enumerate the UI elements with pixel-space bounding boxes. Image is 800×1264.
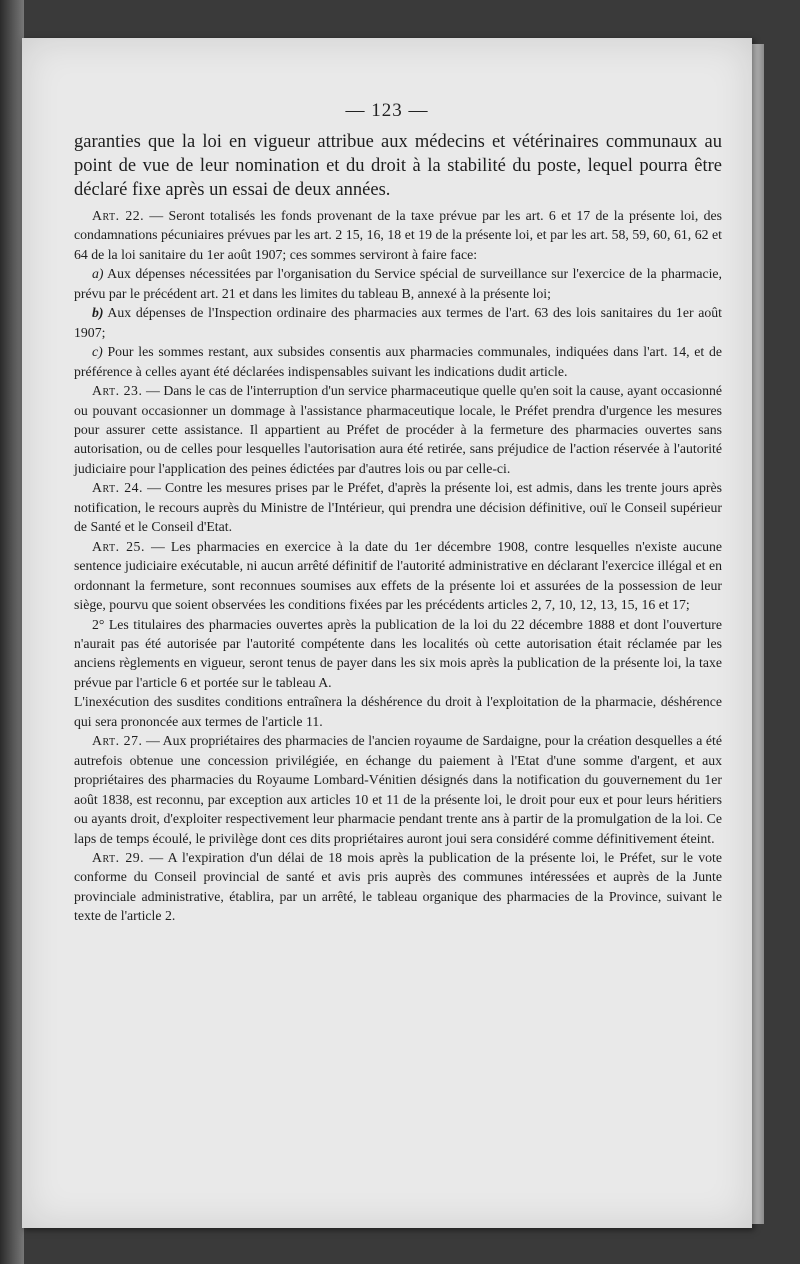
article-25 — [74, 537, 722, 615]
article-27 — [74, 731, 722, 848]
article-27-text: — Aux propriétaires des pharmacies de l'ancien royaume de Sardaigne, pour la création desquelles a été autrefois obtenue une concession privilégiée, en échange du paiement à l'Etat d'une somme d'argent, et aux propriétaires des pharmacies du Royaume Lombard-Vénitien désignés dans la notification du gouvernement du 1er août 1838, est reconnu, par exception aux articles 10 et 11 de la présente loi, le droit pour eux et pour leurs héritiers ou ayants droit, d'exploiter respectivement leur pharmacie pendant trente ans à partir de la promulgation de la loi. Ce laps de temps écoulé, le privilège dont ces dits propriétaires auront joui sera considéré comme définitivement éteint. — [74, 733, 722, 846]
article-25-label: Art. 25. — [92, 538, 145, 554]
item-c-text: Pour les sommes restant, aux subsides consentis aux pharmacies communales, indiquées dans l'art. 14, et de préférence à celles ayant été déclarées indispensables suivant les indications dudit article. — [74, 344, 722, 379]
page-edge — [752, 44, 764, 1224]
intro-paragraph: garanties que la loi en vigueur attribue aux médecins et vétérinaires communaux au point de vue de leur nomination et du droit à la stabilité du poste, lequel pourra être déclaré fixe après un essai de deux années. — [74, 132, 722, 200]
article-27-label: Art. 27. — [92, 733, 143, 749]
article-22-text: — Seront totalisés les fonds provenant de la taxe prévue par les art. 6 et 17 de la présente loi, des condamnations pécuniaires prévues par les art. 2 15, 16, 18 et 19 de la présente loi, et par les art. 58, 59, 60, 61, 62 et 64 de la loi sanitaire du 1er août 1907; ces sommes serviront à faire face: — [74, 208, 722, 262]
article-22-item-a — [74, 264, 722, 303]
article-25-paragraph-3: L'inexécution des susdites conditions entraînera la déshérence du droit à l'exploitation de la pharmacie, déshérence qui sera prononcée aux termes de l'article 11. — [74, 694, 722, 729]
page-number: — 123 — — [345, 100, 429, 121]
article-29 — [74, 848, 722, 926]
article-25-text: — Les pharmacies en exercice à la date du 1er décembre 1908, contre lesquelles n'existe aucune sentence judiciaire exécutable, ni aucun arrêté définitif de l'autorité administrative en déclarant l'exercice illégal et en ordonnant la fermeture, sont reconnues soumises aux effets de la présente loi et assurées de la possession de leur siège, pourvu que soient observées les conditions fixées par les précédents articles 2, 7, 10, 12, 13, 15, 16 et 17; — [74, 538, 722, 613]
article-29-text: — A l'expiration d'un délai de 18 mois après la publication de la présente loi, le Préfet, sur le vote conforme du Conseil provincial de santé et avis pris auprès des communes intéressées et auprès de la Junte provinciale administrative, établira, par un arrêté, le tableau organique des pharmacies de la Province, suivant le texte de l'article 2. — [74, 849, 722, 924]
article-23-text: — Dans le cas de l'interruption d'un service pharmaceutique quelle qu'en soit la cause, ayant occasionné ou pouvant occasionner un dommage à l'assistance pharmaceutique locale, le Préfet prendra d'urgence les mesures pour assurer cette assistance. Il appartient au Préfet de procéder à la fermeture des pharmacies ouvertes sans autorisation, ou de celles pour lesquelles l'autorisation aura été retirée, sans préjudice de l'action réservée à l'autorité judiciaire pour l'application des peines édictées par d'autres lois ou par celle-ci. — [74, 383, 723, 476]
article-23-label: Art. 23. — [92, 383, 143, 399]
article-22-label: Art. 22. — [92, 208, 145, 223]
article-29-label: Art. 29. — [92, 849, 145, 865]
page-body — [74, 130, 722, 926]
article-25-paragraph-2: 2° Les titulaires des pharmacies ouvertes après la publication de la loi du 22 décembre 1888 et dont l'ouverture n'aurait pas été autorisée par l'autorité compétente dans les localités où cette autorisation était réclamée par les anciens règlements en vigueur, seront tenus de payer dans les six mois après la publication de la présente loi, la taxe prévue par l'article 6 et portée sur le tableau A. — [74, 616, 722, 690]
article-22-item-c — [74, 342, 722, 381]
item-c-label: c) — [92, 344, 103, 360]
item-b-label: b) — [92, 305, 104, 321]
book-page — [22, 38, 752, 1228]
item-a-text: Aux dépenses nécessitées par l'organisation du Service spécial de surveillance sur l'exercice de la pharmacie, prévu par le précédent art. 21 et dans les limites du tableau B, annexé à la présente loi; — [74, 266, 722, 301]
article-22 — [74, 206, 722, 264]
article-24-text: — Contre les mesures prises par le Préfet, d'après la présente loi, est admis, dans les trente jours après notification, le recours auprès du Ministre de l'Intérieur, qui prendra une décision définitive, ouï le Conseil supérieur de Santé et le Conseil d'Etat. — [74, 480, 722, 535]
article-23 — [74, 381, 722, 478]
item-b-text: Aux dépenses de l'Inspection ordinaire des pharmacies aux termes de l'art. 63 des lois sanitaires du 1er août 1907; — [74, 305, 722, 340]
book-binding — [0, 0, 24, 1264]
item-a-label: a) — [92, 266, 104, 282]
article-22-item-b — [74, 303, 722, 342]
article-24 — [74, 478, 722, 536]
article-24-label: Art. 24. — [92, 480, 143, 496]
